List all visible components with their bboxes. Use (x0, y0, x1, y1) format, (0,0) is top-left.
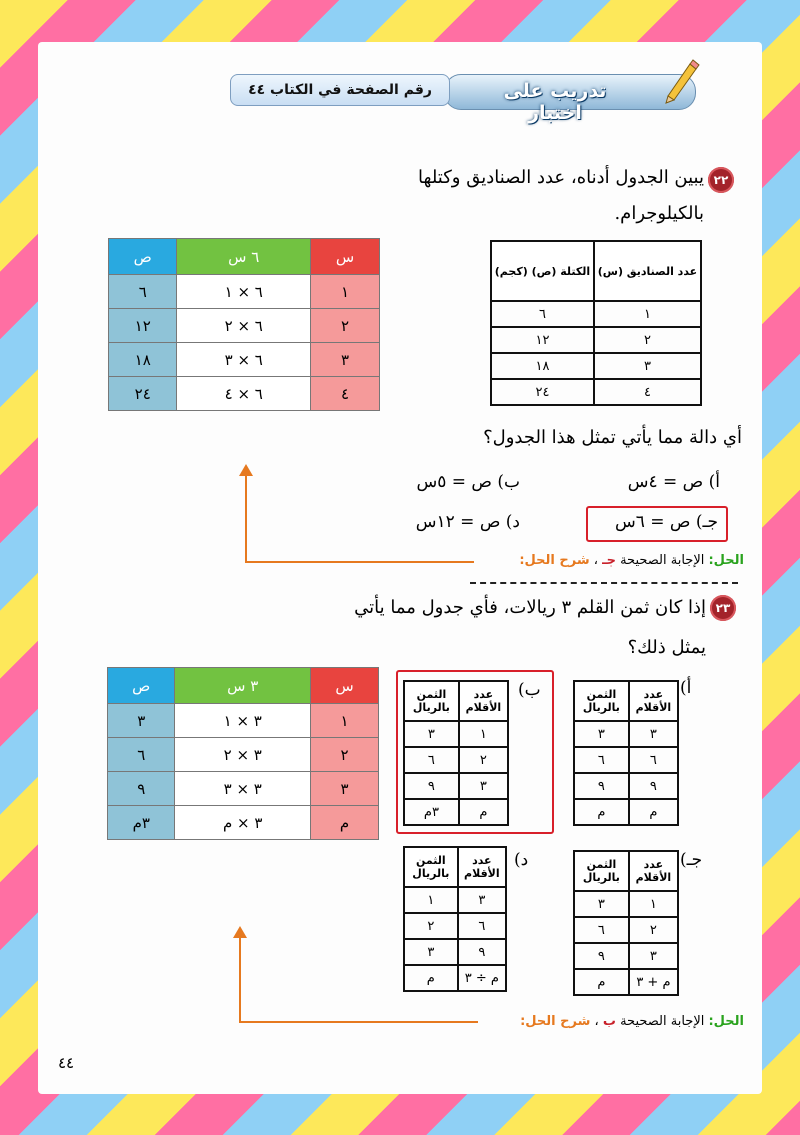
solution-text: الإجابة الصحيحة (620, 1014, 705, 1029)
table-cell: م (311, 806, 379, 840)
table-cell: م (629, 799, 678, 825)
table-cell: ٣ (629, 721, 678, 747)
table-cell: ٣م (404, 799, 459, 825)
table-cell: ٣ (458, 887, 506, 913)
table-cell: ١ (311, 704, 379, 738)
option-b[interactable]: ب) ص = ٥س (416, 472, 520, 492)
table-cell: ١ (459, 721, 508, 747)
solution-label: الحل: (708, 1014, 744, 1029)
header-y: ص (109, 239, 177, 275)
table-cell: ٩ (108, 772, 175, 806)
table-cell: ٦ × ٢ (177, 309, 311, 343)
table-cell: ٩ (629, 773, 678, 799)
table-cell: ٦ (491, 301, 594, 327)
option-c-table[interactable] (573, 850, 679, 996)
table-cell: ١٢ (491, 327, 594, 353)
table-cell: ١٨ (491, 353, 594, 379)
option-d[interactable]: د) ص = ١٢س (415, 512, 520, 532)
col-header-pens: عدد الأقلام (629, 681, 678, 721)
table-cell: م (404, 965, 458, 991)
header-multiply: ٦ س (177, 239, 311, 275)
question-number-badge: ٢٢ (708, 167, 734, 193)
option-a-table[interactable] (573, 680, 679, 826)
table-cell: ٤ (311, 377, 380, 411)
solution-22 (476, 553, 744, 568)
table-cell: ٢ (311, 738, 379, 772)
table-cell: ٢ (459, 747, 508, 773)
col-header-price: الثمن بالريال (574, 681, 629, 721)
table-cell: ٦ × ١ (177, 275, 311, 309)
table-cell: ٦ (629, 747, 678, 773)
header-x: س (311, 239, 380, 275)
table-cell: م (459, 799, 508, 825)
option-d-label[interactable]: د) (514, 850, 529, 870)
solution-23 (480, 1014, 744, 1029)
question-23-line1: إذا كان ثمن القلم ٣ ريالات، فأي جدول مما يأتي (354, 597, 706, 618)
pencil-icon (660, 56, 700, 104)
question-number-badge: ٢٣ (710, 595, 736, 621)
option-c[interactable]: جـ) ص = ٦س (614, 512, 718, 532)
section-divider (470, 582, 738, 584)
table-cell: ٩ (458, 939, 506, 965)
table-cell: ٦ (404, 747, 459, 773)
option-a-label[interactable]: أ) (680, 678, 692, 698)
table-cell: ١ (404, 887, 458, 913)
solution-answer: ب (602, 1014, 616, 1029)
option-c-label[interactable]: جـ) (680, 850, 703, 870)
table-cell: ٦ × ٣ (177, 343, 311, 377)
option-a[interactable]: أ) ص = ٤س (627, 472, 720, 492)
table-cell: م (574, 969, 629, 995)
col-header-price: الثمن بالريال (574, 851, 629, 891)
table-cell: ٢ (594, 327, 701, 353)
table-cell: ١ (629, 891, 678, 917)
table-cell: ٣ × ٢ (175, 738, 311, 772)
table-cell: ٣ (311, 343, 380, 377)
table-cell: ٣ (108, 704, 175, 738)
question-22-line1: يبين الجدول أدناه، عدد الصناديق وكتلها (418, 167, 704, 188)
book-page-reference: رقم الصفحة في الكتاب ٤٤ (230, 74, 450, 106)
table-cell: ٣ × ٣ (175, 772, 311, 806)
solution-text: الإجابة الصحيحة (620, 553, 705, 568)
table-cell: ١ (594, 301, 701, 327)
table-cell: ٣م (108, 806, 175, 840)
table-cell: ٤ (594, 379, 701, 405)
question-22-line2: بالكيلوجرام. (614, 203, 704, 224)
table-cell: ٢٤ (491, 379, 594, 405)
table-cell: ٣ × ١ (175, 704, 311, 738)
page-number: ٤٤ (58, 1054, 75, 1072)
solution-explain-label: شرح الحل: (519, 553, 590, 568)
table-cell: ٦ (108, 738, 175, 772)
arrow-icon (236, 462, 476, 566)
solution-answer: جـ (602, 553, 616, 568)
col-header-pens: عدد الأقلام (458, 847, 506, 887)
table-cell: ٣ (404, 721, 459, 747)
col-header-boxes: عدد الصناديق (س) (594, 241, 701, 301)
table-cell: م + ٣ (629, 969, 678, 995)
solution-label: الحل: (708, 553, 744, 568)
col-header-mass: الكتلة (ص) (كجم) (491, 241, 594, 301)
col-header-pens: عدد الأقلام (459, 681, 508, 721)
solution-separator: ، (593, 553, 598, 568)
table-cell: ٦ (109, 275, 177, 309)
option-b-label[interactable]: ب) (518, 680, 541, 700)
solution-separator: ، (594, 1014, 599, 1029)
explanation-table-23 (107, 667, 379, 840)
header-x: س (311, 668, 379, 704)
table-cell: ٦ × ٤ (177, 377, 311, 411)
table-cell: ٣ (629, 943, 678, 969)
table-cell: ٦ (574, 917, 629, 943)
table-cell: ٣ × م (175, 806, 311, 840)
question-23-line2: يمثل ذلك؟ (627, 637, 706, 658)
header-multiply: ٣ س (175, 668, 311, 704)
table-cell: ١٢ (109, 309, 177, 343)
explanation-table-22 (108, 238, 380, 411)
header-y: ص (108, 668, 175, 704)
col-header-pens: عدد الأقلام (629, 851, 678, 891)
table-cell: ٩ (574, 773, 629, 799)
option-b-table[interactable] (403, 680, 509, 826)
arrow-icon (230, 924, 480, 1028)
banner-title: تدريب على اختبار (503, 80, 607, 124)
table-cell: ٩ (404, 773, 459, 799)
table-cell: ٣ (311, 772, 379, 806)
table-cell: ٣ (574, 891, 629, 917)
col-header-price: الثمن بالريال (404, 847, 458, 887)
table-cell: ٢٤ (109, 377, 177, 411)
table-cell: م (574, 799, 629, 825)
table-cell: ١٨ (109, 343, 177, 377)
table-cell: ٢ (629, 917, 678, 943)
table-cell: ٣ (459, 773, 508, 799)
boxes-mass-table (490, 240, 702, 406)
table-cell: ١ (311, 275, 380, 309)
col-header-price: الثمن بالريال (404, 681, 459, 721)
solution-explain-label: شرح الحل: (520, 1014, 591, 1029)
table-cell: م ÷ ٣ (458, 965, 506, 991)
table-cell: ٣ (574, 721, 629, 747)
table-cell: ٩ (574, 943, 629, 969)
table-cell: ٦ (574, 747, 629, 773)
question-22-prompt: أي دالة مما يأتي تمثل هذا الجدول؟ (483, 427, 742, 448)
table-cell: ٦ (458, 913, 506, 939)
table-cell: ٢ (404, 913, 458, 939)
table-cell: ٢ (311, 309, 380, 343)
table-cell: ٣ (594, 353, 701, 379)
table-cell: ٣ (404, 939, 458, 965)
